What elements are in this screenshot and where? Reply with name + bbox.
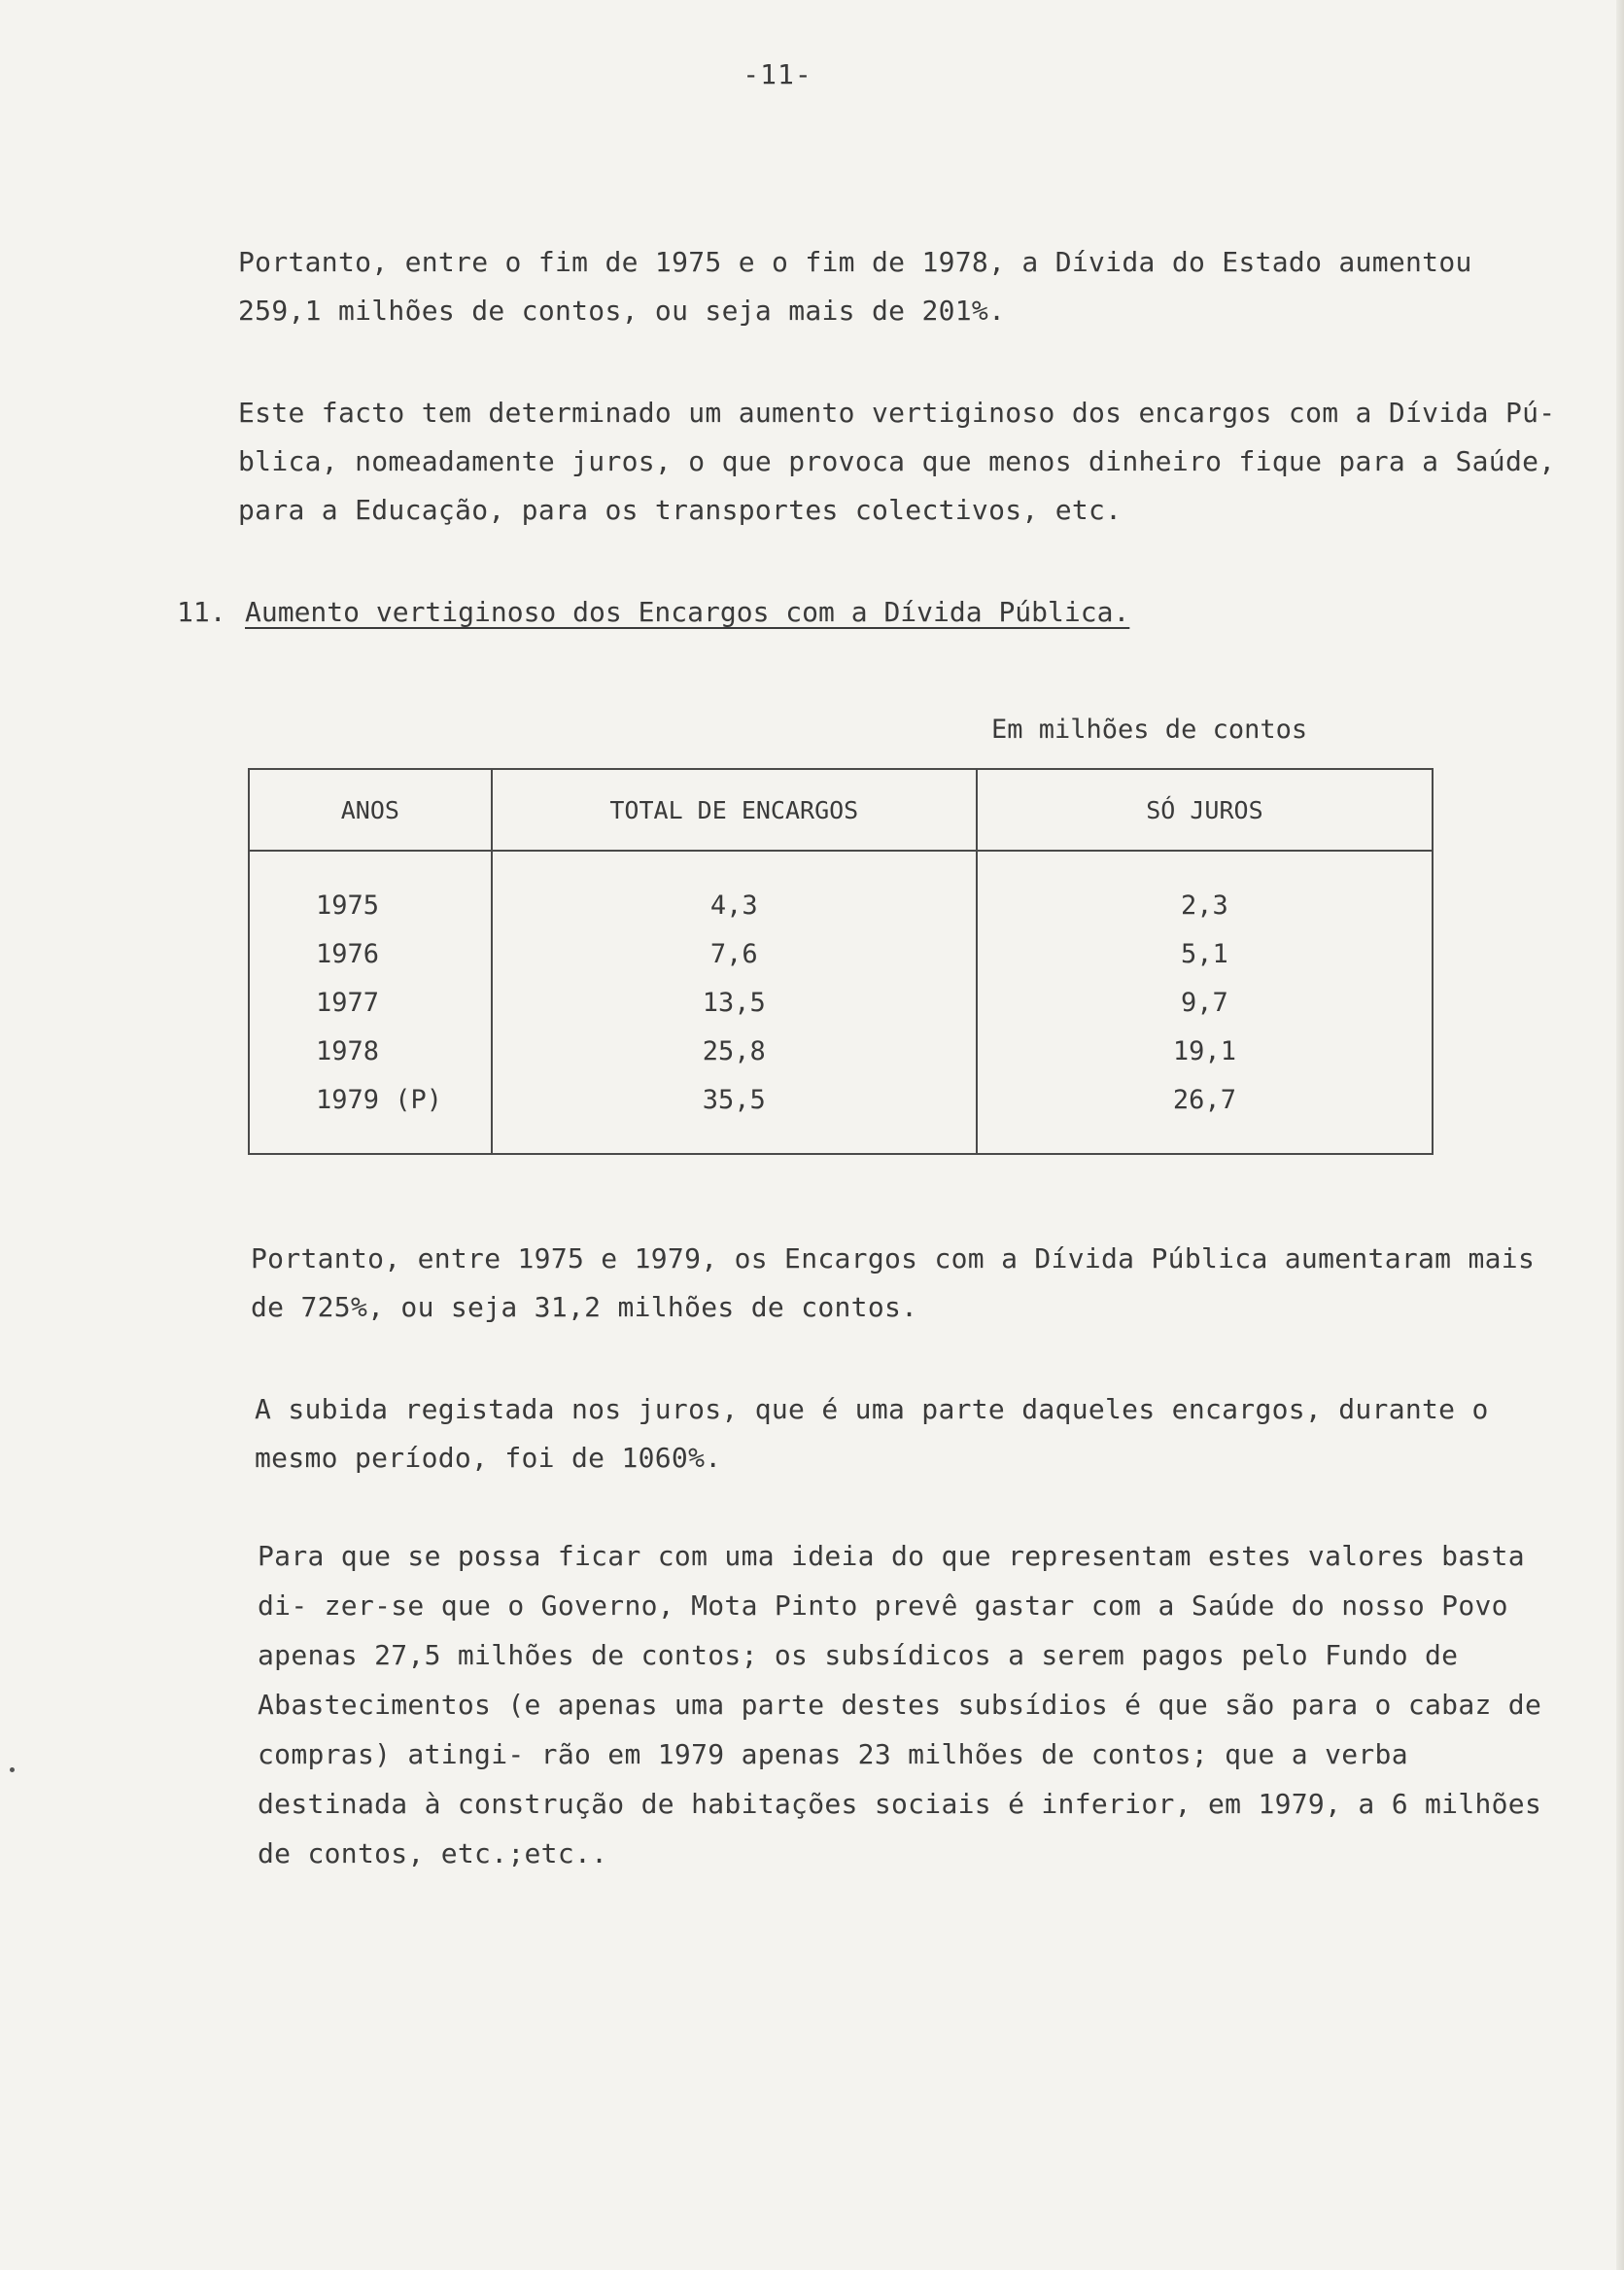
table-row — [249, 929, 1433, 978]
cell-year: 1977 — [316, 987, 380, 1018]
cell-total: 7,6 — [492, 929, 977, 978]
paragraph-interest-growth: A subida registada nos juros, que é uma parte daqueles encargos, durante o mesmo período, foi de 1060%. — [255, 1393, 1489, 1474]
paragraph-charges-growth: Portanto, entre 1975 e 1979, os Encargos com a Dívida Pública aumentaram mais de 725%, ou seja 31,2 milhões de contos. — [251, 1242, 1536, 1323]
header-anos: ANOS — [249, 769, 492, 851]
debt-charges-table — [248, 768, 1434, 1155]
cell-year: 1975 — [316, 890, 380, 921]
table-row — [249, 1075, 1433, 1154]
cell-juros: 26,7 — [977, 1075, 1433, 1154]
cell-juros: 9,7 — [977, 978, 1433, 1027]
section-title: Aumento vertiginoso dos Encargos com a Dívida Pública. — [245, 596, 1130, 628]
table-header-row — [249, 769, 1433, 851]
table-row — [249, 851, 1433, 929]
cell-year: 1979 (P) — [316, 1084, 443, 1115]
cell-juros: 5,1 — [977, 929, 1433, 978]
table-row — [249, 978, 1433, 1027]
header-so-juros: SÓ JUROS — [977, 769, 1433, 851]
table-row — [249, 1027, 1433, 1075]
cell-total: 35,5 — [492, 1075, 977, 1154]
cell-juros: 2,3 — [977, 851, 1433, 929]
paragraph-debt-increase: Portanto, entre o fim de 1975 e o fim de 1978, a Dívida do Estado aumentou 259,1 milhões de contos, ou seja mais de 201%. — [238, 246, 1472, 327]
cell-juros: 19,1 — [977, 1027, 1433, 1075]
cell-year: 1976 — [316, 938, 380, 969]
section-heading — [177, 588, 1129, 637]
section-number: 11. — [177, 596, 226, 628]
cell-total: 4,3 — [492, 851, 977, 929]
page-edge — [1616, 0, 1624, 2270]
page-number: -11- — [743, 58, 812, 90]
cell-year: 1978 — [316, 1035, 380, 1066]
header-total-encargos: TOTAL DE ENCARGOS — [492, 769, 977, 851]
paragraph-comparison: Para que se possa ficar com uma ideia do que representam estes valores basta di- zer-se que o Governo, Mota Pinto prevê gastar com a Saúde do nosso Povo apenas 27,5 milhões de contos; os subsídicos a serem pagos pelo Fundo de Abastecimentos (e apenas uma parte destes subsídios é que são para o cabaz de compras) atingi- rão em 1979 apenas 23 milhões de contos; que a verba destinada à construção de habitações sociais é inferior, em 1979, a 6 milhões de contos, etc.;etc.. — [258, 1540, 1542, 1869]
margin-mark — [10, 1767, 15, 1772]
cell-total: 25,8 — [492, 1027, 977, 1075]
table-unit-note: Em milhões de contos — [991, 715, 1308, 745]
paragraph-charges-effect: Este facto tem determinado um aumento vertiginoso dos encargos com a Dívida Pú- blica, nomeadamente juros, o que provoca que menos dinheiro fique para a Saúde, para a Educação, para os transportes colectivos, etc. — [238, 397, 1556, 526]
cell-total: 13,5 — [492, 978, 977, 1027]
